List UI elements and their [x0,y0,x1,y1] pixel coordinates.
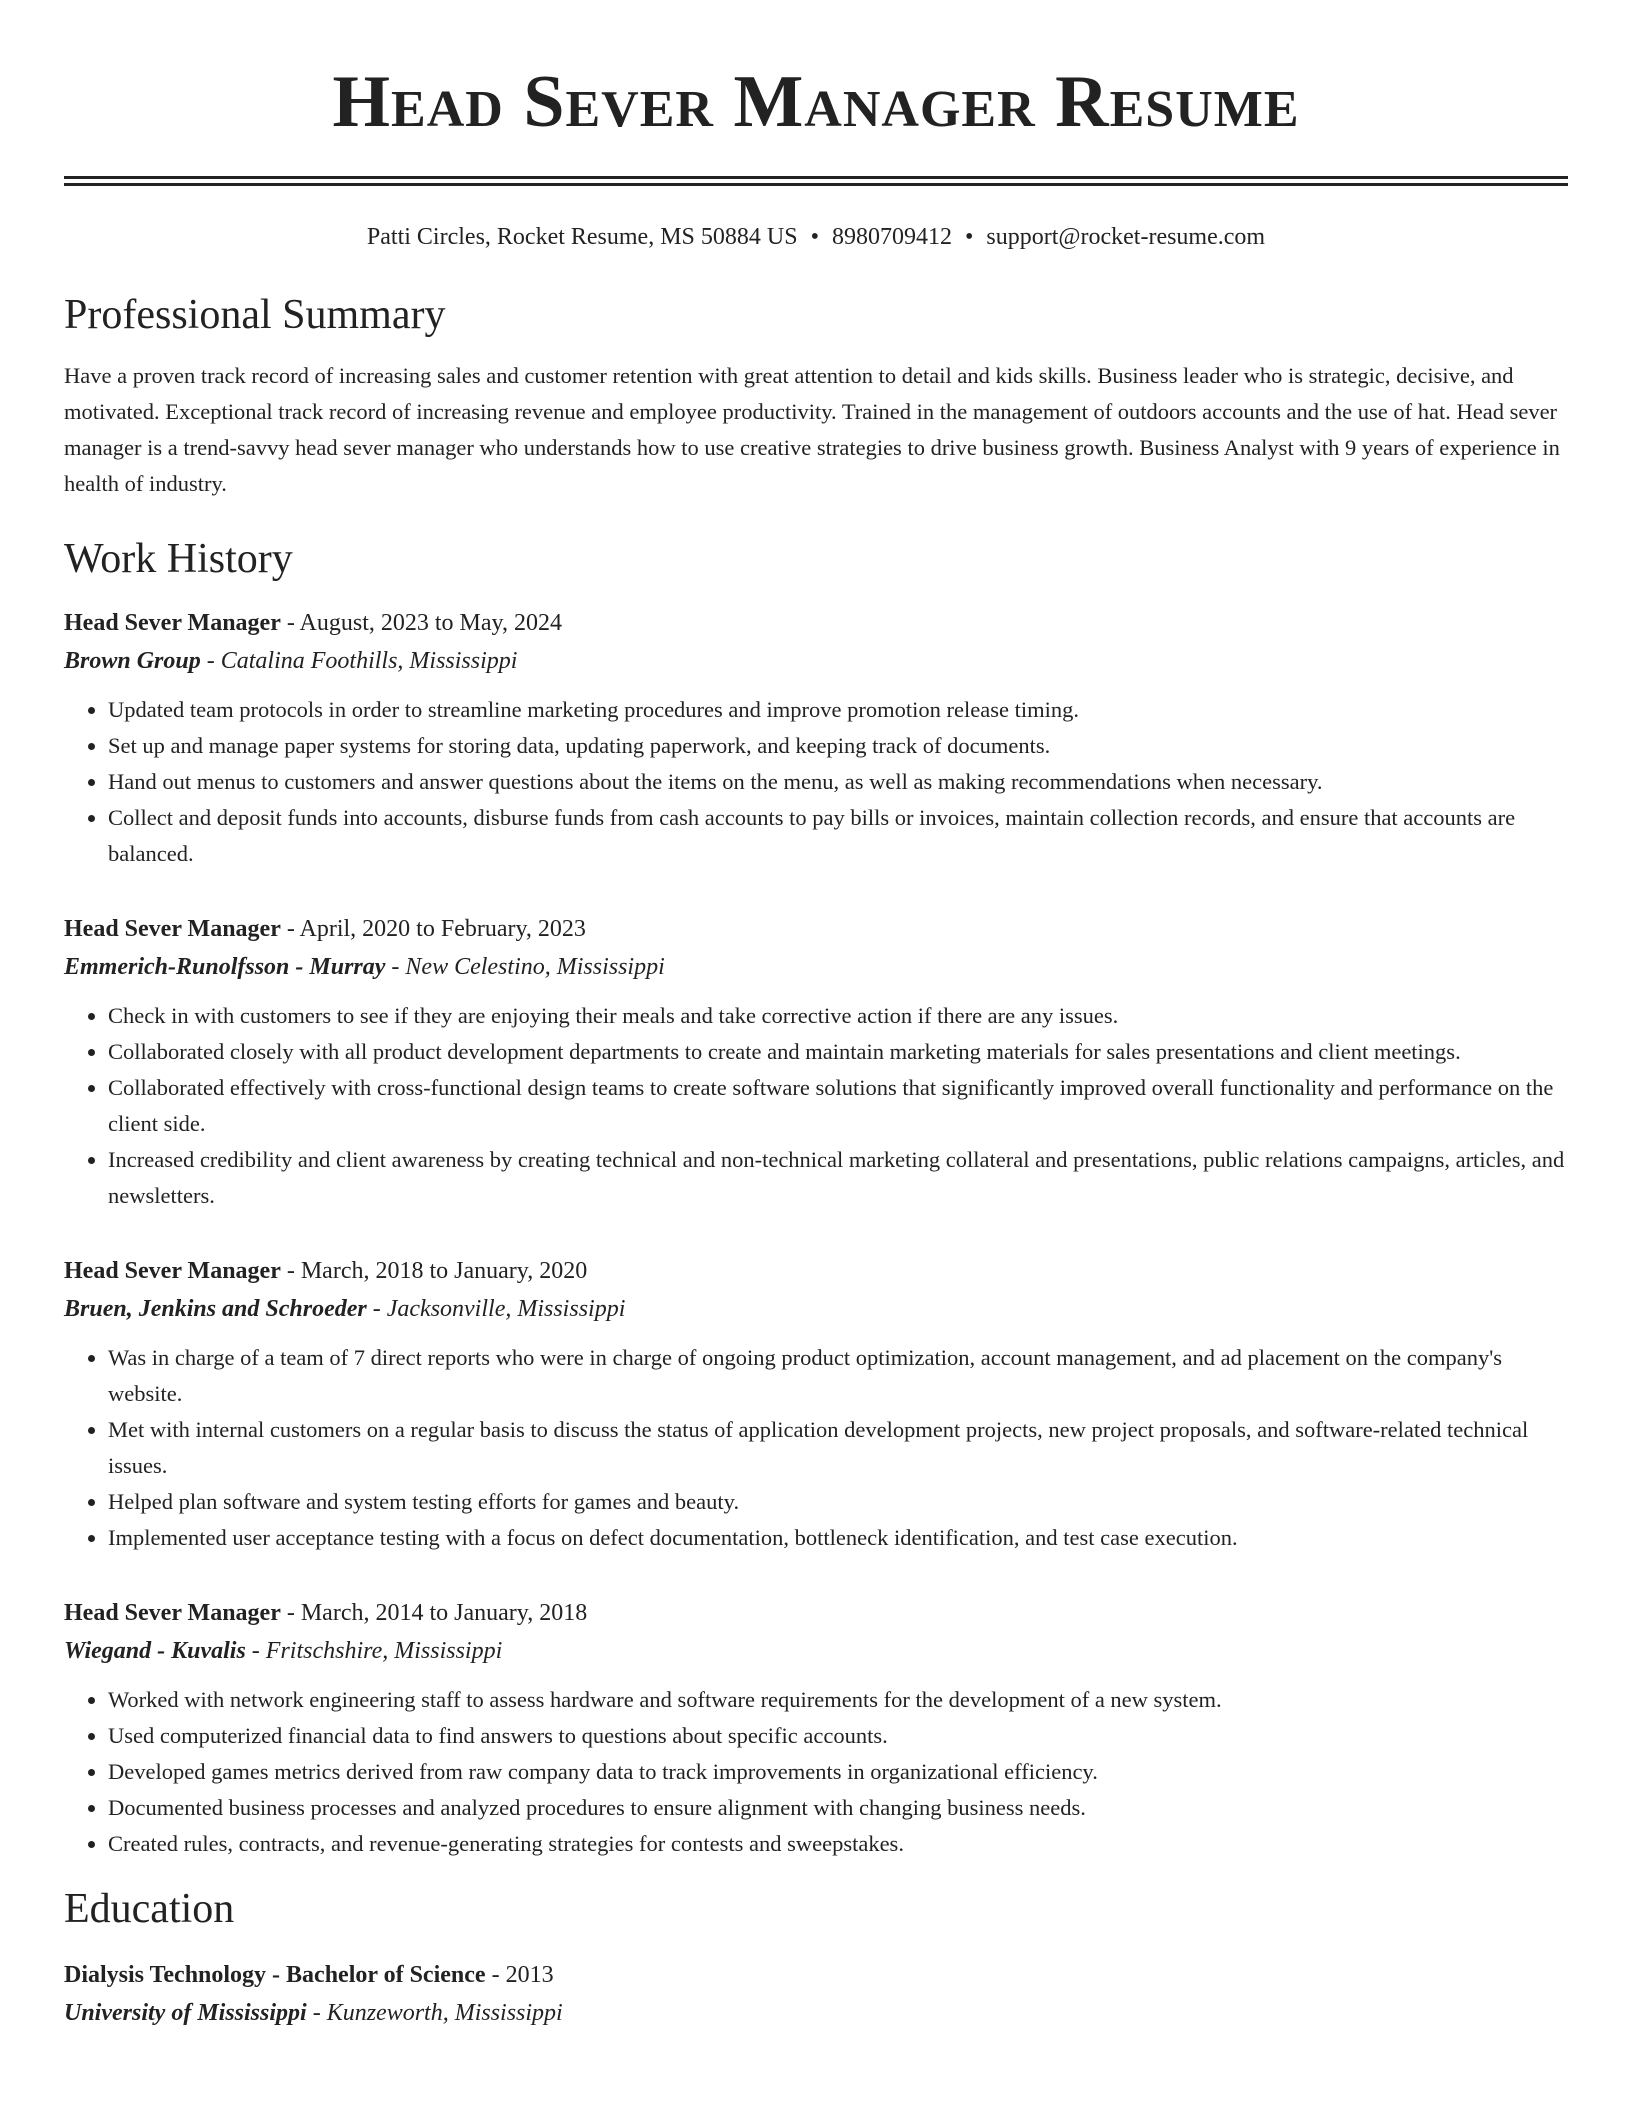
summary-text: Have a proven track record of increasing sales and customer retention with great attention to detail and kids skills. Business leader who is strategic, decisive, and motivated. Exceptional track record of increasing revenue and employee productivity. Trained in the management of outdoors accounts and the use of hat. Head sever manager is a trend-savvy head sever manager who understands how to use creative strategies to drive business growth. Business Analyst with 9 years of experience in health of industry. [64,363,1560,496]
job-dates: March, 2018 to January, 2020 [300,1258,588,1284]
section-heading-work-history: Work History [64,536,293,582]
job-dates: August, 2023 to May, 2024 [299,610,562,636]
job-company-line [64,1290,1568,1328]
job-location: Jacksonville, Mississippi [386,1296,626,1322]
section-heading-summary: Professional Summary [64,292,446,338]
list-item: • Worked with network engineering staff to assess hardware and software requirements for the development of a new system. [108,1682,1568,1718]
list-item: • Documented business processes and analyzed procedures to ensure alignment with changing business needs. [108,1790,1568,1826]
list-item: • Hand out menus to customers and answer questions about the items on the menu, as well as making recommendations when necessary. [108,764,1568,800]
list-item: • Updated team protocols in order to streamline marketing procedures and improve promotion release timing. [108,692,1568,728]
dash: - [280,610,300,636]
dash: - [280,1258,301,1284]
job-bullets [64,998,1568,1214]
job-title: Head Sever Manager [64,1600,281,1626]
list-item: • Created rules, contracts, and revenue-generating strategies for contests and sweepstakes. [108,1826,1568,1862]
job-entry [64,1594,1568,1862]
section-heading-education: Education [64,1886,235,1932]
contact-address: Patti Circles, Rocket Resume, MS 50884 US [366,224,798,250]
contact-separator: • [810,224,819,250]
dash: - [245,1638,266,1664]
job-company: Emmerich-Runolfsson - Murray [64,954,386,980]
education-school-line [64,1994,1568,2032]
list-item: • Collect and deposit funds into accounts, disburse funds from cash accounts to pay bills or invoices, maintain collection records, and ensure that accounts are balanced. [108,800,1568,872]
contact-phone: 8980709412 [831,224,952,250]
list-item: • Developed games metrics derived from raw company data to track improvements in organizational efficiency. [108,1754,1568,1790]
job-company: Bruen, Jenkins and Schroeder [64,1296,367,1322]
dash: - [200,648,221,674]
contact-line [64,222,1568,252]
job-entry [64,604,1568,872]
education-degree-line [64,1956,1568,1994]
list-item: • Set up and manage paper systems for storing data, updating paperwork, and keeping track of documents. [108,728,1568,764]
list-item: • Met with internal customers on a regular basis to discuss the status of application development projects, new project proposals, and software-related technical issues. [108,1412,1568,1484]
job-bullets [64,692,1568,872]
job-location: New Celestino, Mississippi [405,954,665,980]
education-school: University of Mississippi [64,2000,307,2026]
education-degree: Dialysis Technology - Bachelor of Science [64,1962,486,1988]
job-company: Brown Group [64,648,201,674]
contact-email[interactable]: support@rocket-resume.com [986,224,1266,250]
dash: - [366,1296,387,1322]
job-company-line [64,642,1568,680]
dash: - [280,916,300,942]
title-divider-thin [64,183,1568,186]
education-location: Kunzeworth, Mississippi [326,2000,563,2026]
list-item: • Collaborated closely with all product development departments to create and maintain marketing materials for sales presentations and client meetings. [108,1034,1568,1070]
job-title: Head Sever Manager [64,1258,281,1284]
job-title-line [64,1594,1568,1632]
dash: - [485,1962,506,1988]
job-dates: April, 2020 to February, 2023 [299,916,586,942]
dash: - [306,2000,327,2026]
job-title-line [64,1252,1568,1290]
job-title-line [64,910,1568,948]
job-location: Fritschshire, Mississippi [265,1638,503,1664]
job-title-line [64,604,1568,642]
job-title: Head Sever Manager [64,916,281,942]
title-divider-thick [64,176,1568,179]
list-item: • Increased credibility and client awareness by creating technical and non-technical marketing collateral and presentations, public relations campaigns, articles, and newsletters. [108,1142,1568,1214]
list-item: • Implemented user acceptance testing with a focus on defect documentation, bottleneck identification, and test case execution. [108,1520,1568,1556]
job-dates: March, 2014 to January, 2018 [300,1600,588,1626]
resume-title: Head Sever Manager Resume [332,61,1300,143]
list-item: • Check in with customers to see if they are enjoying their meals and take corrective action if there are any issues. [108,998,1568,1034]
job-bullets [64,1340,1568,1556]
education-year: 2013 [505,1962,554,1988]
job-entry [64,910,1568,1214]
contact-separator: • [964,224,974,250]
education-entry [64,1956,1568,2032]
job-bullets [64,1682,1568,1862]
job-title: Head Sever Manager [64,610,281,636]
list-item: • Collaborated effectively with cross-functional design teams to create software solutions that significantly improved overall functionality and performance on the client side. [108,1070,1568,1142]
job-company: Wiegand - Kuvalis [64,1638,246,1664]
job-company-line [64,1632,1568,1670]
job-entry [64,1252,1568,1556]
list-item: • Was in charge of a team of 7 direct reports who were in charge of ongoing product optimization, account management, and ad placement on the company's website. [108,1340,1568,1412]
dash: - [280,1600,301,1626]
list-item: • Helped plan software and system testing efforts for games and beauty. [108,1484,1568,1520]
dash: - [385,954,406,980]
list-item: • Used computerized financial data to find answers to questions about specific accounts. [108,1718,1568,1754]
job-company-line [64,948,1568,986]
job-location: Catalina Foothills, Mississippi [220,648,518,674]
